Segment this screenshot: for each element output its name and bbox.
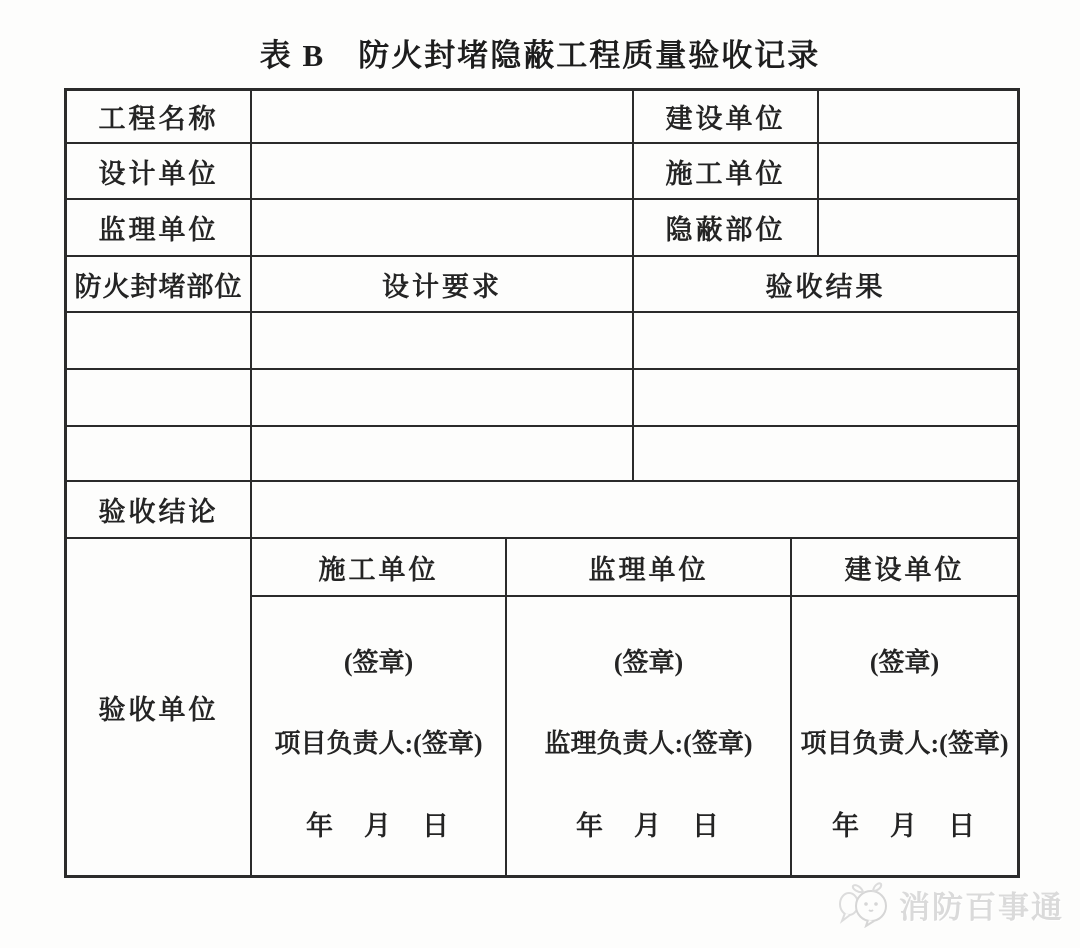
conclusion-label: 验收结论: [67, 482, 252, 537]
supervision-unit-signature-cell: [507, 597, 792, 875]
construction-unit-value-cell: [819, 144, 1017, 198]
owner-unit-column-header: 建设单位: [844, 554, 965, 585]
responsible-person-text: 项目负责人:(签章): [274, 729, 483, 758]
signature-columns: [252, 539, 1017, 875]
table-row-design-unit: [67, 144, 1017, 200]
construction-unit-signature-cell: [252, 597, 507, 875]
conclusion-value-cell: [252, 482, 1017, 537]
concealed-part-label: 隐蔽部位: [634, 200, 819, 255]
empty-cell: [252, 370, 634, 425]
watermark-text: 消防百事通: [899, 889, 1064, 925]
supervision-unit-column-header: 监理单位: [507, 539, 792, 595]
empty-cell: [634, 370, 1017, 425]
seal-text: (签章): [343, 648, 414, 677]
acceptance-unit-section: [67, 539, 1017, 875]
acceptance-result-header: 验收结果: [765, 271, 886, 302]
detail-header-row: [67, 257, 1017, 313]
empty-cell: [634, 427, 1017, 480]
mascot-bird-icon: [835, 880, 893, 928]
empty-cell: [67, 427, 252, 480]
seal-location-header: 防火封堵部位: [67, 257, 252, 311]
date-text: 年 月 日: [832, 811, 977, 841]
acceptance-unit-label: 验收单位: [67, 539, 252, 875]
design-unit-label: 设计单位: [67, 144, 252, 198]
supervision-unit-label: 监理单位: [67, 200, 252, 255]
owner-unit-signature-cell: [792, 597, 1017, 875]
project-name-label: 工程名称: [67, 91, 252, 142]
signature-header-row: [252, 539, 1017, 597]
page-title: 表 B 防火封堵隐蔽工程质量验收记录: [259, 38, 821, 73]
date-text: 年 月 日: [576, 811, 721, 841]
seal-text: (签章): [613, 648, 684, 677]
empty-cell: [67, 370, 252, 425]
empty-cell: [634, 313, 1017, 368]
responsible-person-text: 项目负责人:(签章): [800, 729, 1009, 758]
date-text: 年 月 日: [306, 811, 451, 841]
construction-unit-label: 施工单位: [634, 144, 819, 198]
construction-unit-column-header: 施工单位: [252, 539, 507, 595]
acceptance-record-table: [64, 88, 1020, 878]
project-name-value-cell: [252, 91, 634, 142]
design-requirement-header: 设计要求: [252, 257, 634, 311]
construction-owner-label: 建设单位: [634, 91, 819, 142]
concealed-part-value-cell: [819, 200, 1017, 255]
detail-row: [67, 313, 1017, 370]
seal-text: (签章): [869, 648, 940, 677]
empty-cell: [252, 427, 634, 480]
responsible-person-text: 监理负责人:(签章): [544, 729, 753, 758]
empty-cell: [252, 313, 634, 368]
detail-row: [67, 427, 1017, 482]
construction-owner-value-cell: [819, 91, 1017, 142]
empty-cell: [67, 313, 252, 368]
signature-body-row: [252, 597, 1017, 875]
watermark: [835, 878, 1064, 930]
table-row-project-name: [67, 91, 1017, 144]
design-unit-value-cell: [252, 144, 634, 198]
table-row-supervision-unit: [67, 200, 1017, 257]
supervision-unit-value-cell: [252, 200, 634, 255]
detail-row: [67, 370, 1017, 427]
conclusion-row: [67, 482, 1017, 539]
